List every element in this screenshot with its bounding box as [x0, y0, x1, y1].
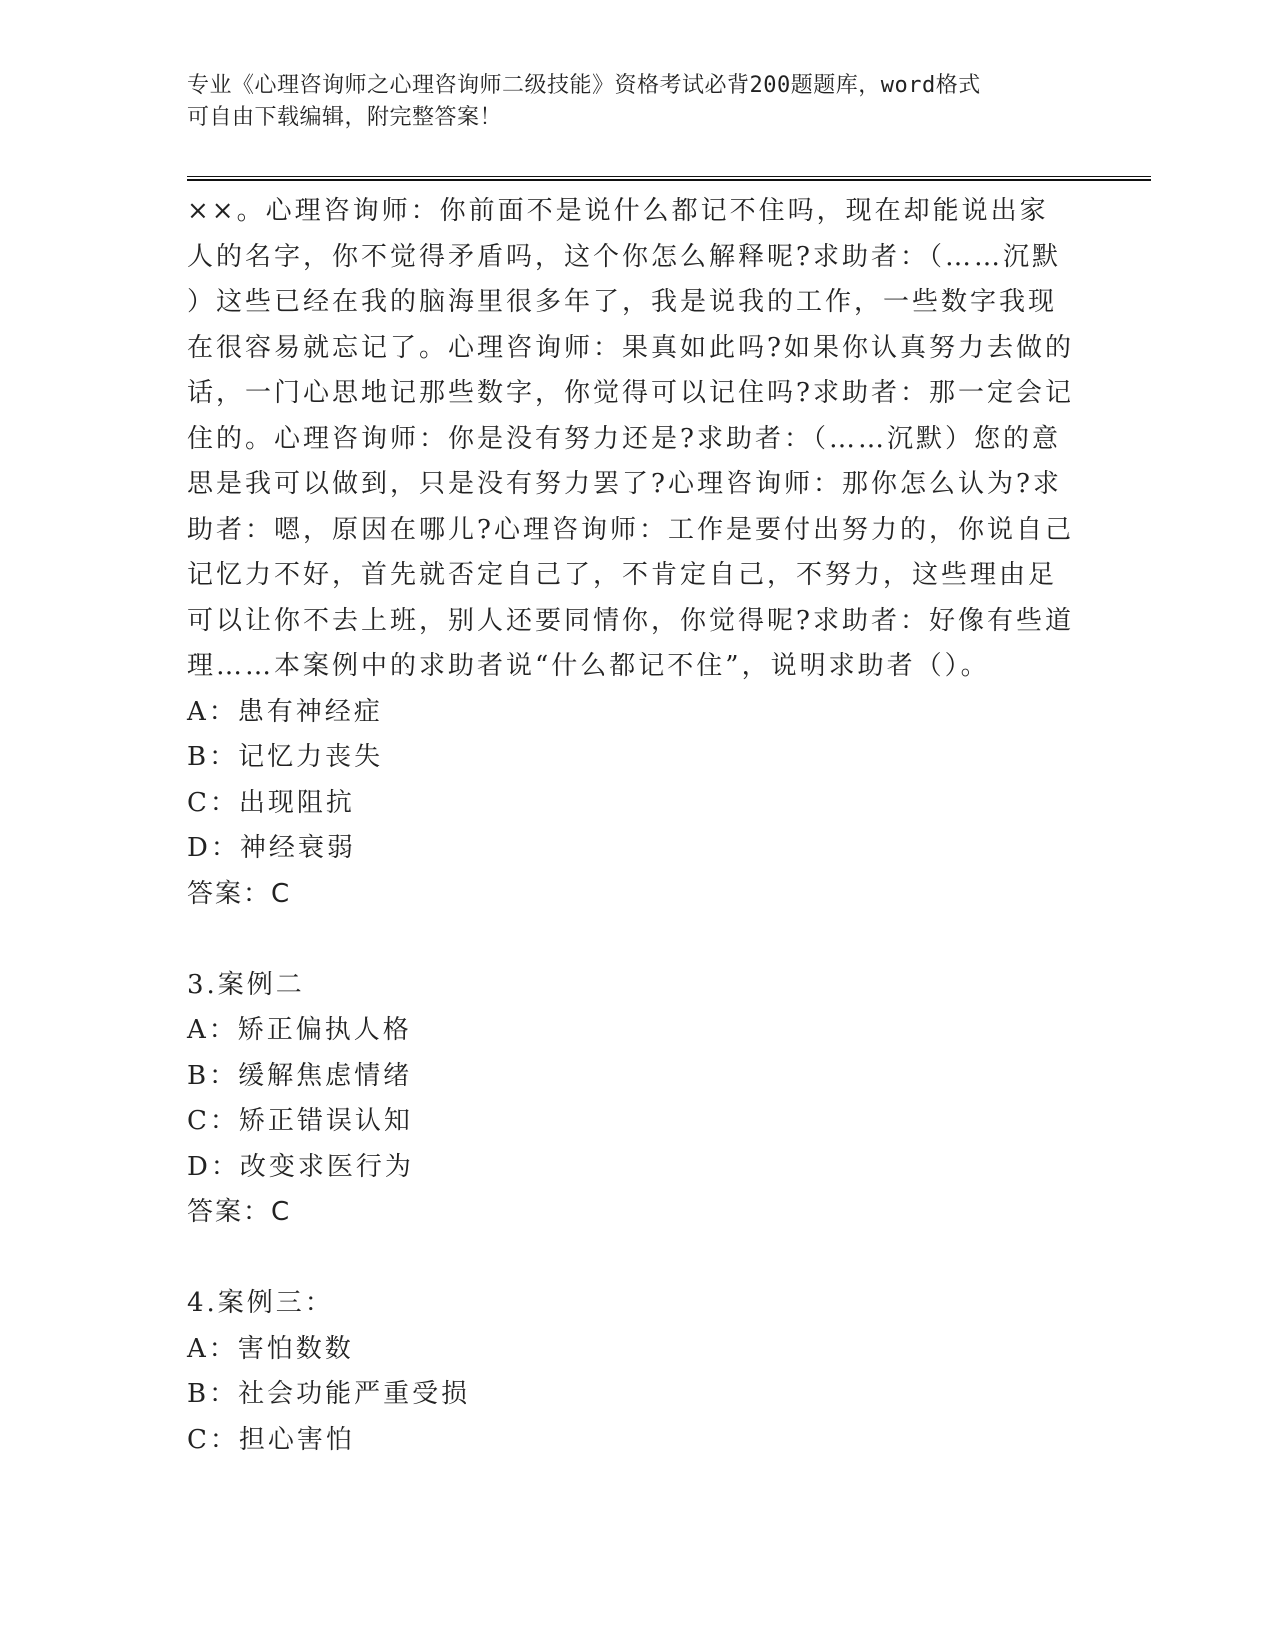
stem-line: 在很容易就忘记了。心理咨询师：果真如此吗?如果你认真努力去做的 — [187, 332, 1074, 363]
option-d: D：神经衰弱 — [187, 833, 356, 863]
answer-line: 答案：C — [187, 878, 292, 909]
stem-line: 思是我可以做到，只是没有努力罢了?心理咨询师：那你怎么认为?求 — [187, 469, 1062, 499]
header-divider-thick — [187, 179, 1151, 181]
question-title: 4.案例三： — [187, 1288, 334, 1318]
option-b: B：社会功能严重受损 — [187, 1379, 471, 1409]
stem-line: 理……本案例中的求助者说“什么都记不住”，说明求助者（）。 — [187, 651, 990, 681]
option-d: D：改变求医行为 — [187, 1151, 414, 1182]
question-2 — [187, 189, 1077, 917]
option-b: B：缓解焦虑情绪 — [187, 1060, 413, 1091]
option-a: A：害怕数数 — [187, 1333, 354, 1364]
document-header — [187, 70, 1087, 134]
stem-line: 住的。心理咨询师：你是没有努力还是?求助者：（……沉默）您的意 — [187, 423, 1061, 454]
spacer — [187, 917, 1077, 963]
option-b: B：记忆力丧失 — [187, 742, 384, 772]
answer-line: 答案：C — [187, 1197, 292, 1227]
stem-line: 可以让你不去上班，别人还要同情你，你觉得呢?求助者：好像有些道 — [187, 605, 1074, 636]
question-4 — [187, 1281, 1077, 1463]
header-title-line-2: 可自由下载编辑，附完整答案！ — [187, 105, 503, 130]
option-c: C：担心害怕 — [187, 1424, 355, 1455]
option-c: C：矫正错误认知 — [187, 1106, 413, 1136]
question-2-stem — [187, 189, 1077, 690]
document-body — [187, 189, 1077, 1463]
header-divider-thin — [187, 176, 1151, 177]
question-title: 3.案例二 — [187, 969, 305, 1000]
header-title-line-1: 专业《心理咨询师之心理咨询师二级技能》资格考试必背200题题库，word格式 — [187, 73, 981, 98]
option-a: A：患有神经症 — [187, 696, 383, 727]
stem-line: 记忆力不好，首先就否定自己了，不肯定自己，不努力，这些理由足 — [187, 560, 1058, 590]
option-c: C：出现阻抗 — [187, 787, 355, 818]
option-a: A：矫正偏执人格 — [187, 1015, 412, 1045]
stem-line: ××。心理咨询师：你前面不是说什么都记不住吗，现在却能说出家 — [187, 196, 1049, 226]
stem-line: 人的名字，你不觉得矛盾吗，这个你怎么解释呢?求助者：（……沉默 — [187, 241, 1061, 272]
stem-line: ）这些已经在我的脑海里很多年了，我是说我的工作，一些数字我现 — [187, 287, 1058, 317]
spacer — [187, 1236, 1077, 1282]
stem-line: 话，一门心思地记那些数字，你觉得可以记住吗?求助者：那一定会记 — [187, 378, 1074, 408]
stem-line: 助者：嗯，原因在哪儿?心理咨询师：工作是要付出努力的，你说自己 — [187, 514, 1074, 545]
question-3 — [187, 963, 1077, 1236]
